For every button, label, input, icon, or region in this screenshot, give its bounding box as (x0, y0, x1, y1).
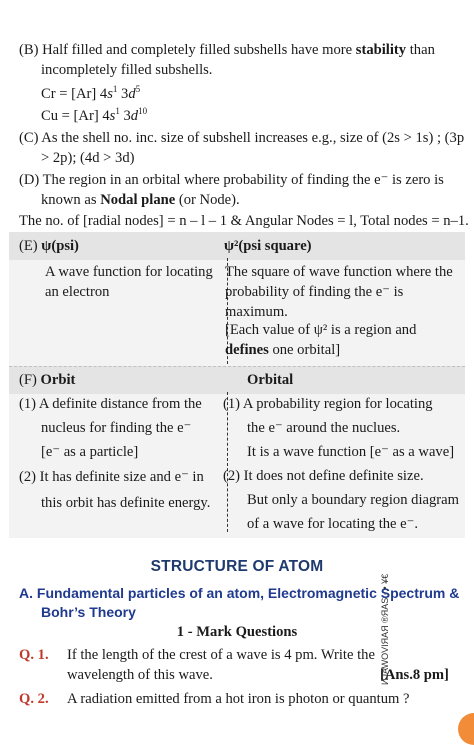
cr-d-pre: 3 (117, 86, 129, 102)
e-left-body: A wave function for locating an electron (45, 264, 213, 300)
cu-left: Cu = [Ar] 4 (41, 108, 110, 124)
cu-s: s (109, 108, 116, 124)
f-left-2b: this orbit has definite energy. (41, 495, 211, 511)
q1-text: If the length of the crest of a wave is 4 pm. Write the wavelength of this wave. (67, 647, 375, 683)
f-left-label: (F) (19, 372, 37, 388)
section-title: STRUCTURE OF ATOM (150, 558, 324, 575)
nodes-line: The no. of [radial nodes] = n – l – 1 & Angular Nodes = l, Total nodes = n–1. (19, 213, 469, 229)
paragraph-d (19, 170, 473, 210)
e-right-body-2-bold: defines (225, 342, 269, 358)
cr-s: s (107, 86, 113, 102)
f-right-1a: (1) A probability region for locating (223, 396, 433, 412)
e-left-title: ψ(psi) (41, 238, 79, 254)
paragraph-d-text: (D) The region in an orbital where probability of finding the e⁻ is zero is known as (19, 172, 444, 208)
mark-questions-heading: 1 - Mark Questions (176, 624, 298, 640)
table-separator (9, 366, 465, 367)
f-right-header (247, 370, 293, 390)
f-right-item-2 (223, 464, 459, 536)
paragraph-d-bold: Nodal plane (100, 192, 176, 208)
subsection-a-heading: A. Fundamental particles of an atom, Electromagnetic Spectrum & Bohr’s Theory (19, 585, 460, 620)
e-right-title: ψ²(psi square) (224, 238, 312, 254)
side-watermark: ИJAWOVIЯAЯ ®ЯАЅ ◦ • ¥€ (380, 573, 390, 685)
table-head-f (9, 366, 465, 394)
f-left-header (19, 370, 75, 390)
f-right-2a: (2) It does not define definite size. (223, 468, 424, 484)
cu-d-pre: 3 (119, 108, 131, 124)
q1-answer: [Ans.8 pm] (380, 667, 449, 683)
q2-text: A radiation emitted from a hot iron is photon or quantum ? (67, 691, 410, 707)
e-right-header (224, 236, 312, 256)
f-left-item-2 (19, 464, 210, 516)
e-right-body-2-suffix: one orbital] (272, 342, 341, 358)
f-right-2b: But only a boundary region diagram (247, 492, 459, 508)
e-right-body-1: The square of wave function where the probability of finding the e⁻ is maximum. (225, 264, 453, 320)
f-right-1b: the e⁻ around the nuclues. (247, 420, 401, 436)
cr-d: d (128, 86, 136, 102)
cu-sup2: 10 (138, 106, 148, 116)
e-left-header (19, 236, 79, 256)
paragraph-d-suffix: (or Node). (178, 192, 240, 208)
f-right-1c: It is a wave function [e⁻ as a wave] (247, 444, 455, 460)
cr-sup2: 5 (135, 84, 141, 94)
f-left-1c: [e⁻ as a particle] (41, 444, 139, 460)
cr-sup1: 1 (112, 84, 118, 94)
page-corner-decoration (458, 713, 474, 745)
cr-configuration (41, 84, 140, 104)
f-left-1a: (1) A definite distance from the (19, 396, 202, 412)
f-right-2c: of a wave for locating the e⁻. (247, 516, 418, 532)
paragraph-b-bold: stability (355, 42, 407, 58)
f-right-item-1 (223, 392, 454, 464)
cu-d: d (130, 108, 139, 124)
f-right-title: Orbital (247, 372, 294, 388)
e-left-label: (E) (19, 238, 38, 254)
f-left-2a: (2) It has definite size and e⁻ in (19, 469, 204, 485)
cu-sup1: 1 (115, 106, 120, 116)
cr-left: Cr = [Ar] 4 (41, 86, 108, 102)
f-left-1b: nucleus for finding the e⁻ (41, 420, 192, 436)
comparison-table (9, 232, 465, 538)
q2-number: Q. 2. (19, 691, 49, 707)
f-left-title: Orbit (40, 372, 76, 388)
q1-number: Q. 1. (19, 647, 49, 663)
cu-configuration (41, 106, 147, 126)
paragraph-c: (C) As the shell no. inc. size of subshell increases e.g., size of (2s > 1s) ; (3p > 2p); (4d > 3d) (19, 130, 465, 166)
paragraph-b-suffix: than incompletely filled subshells. (41, 42, 435, 78)
paragraph-b (19, 40, 473, 80)
f-left-item-1 (19, 392, 202, 464)
e-right-body-2 (225, 320, 461, 360)
paragraph-b-text: (B) Half filled and completely filled subshells have more (19, 42, 353, 58)
e-right-body-2-pre: [Each value of ψ² is a region and (225, 322, 417, 338)
